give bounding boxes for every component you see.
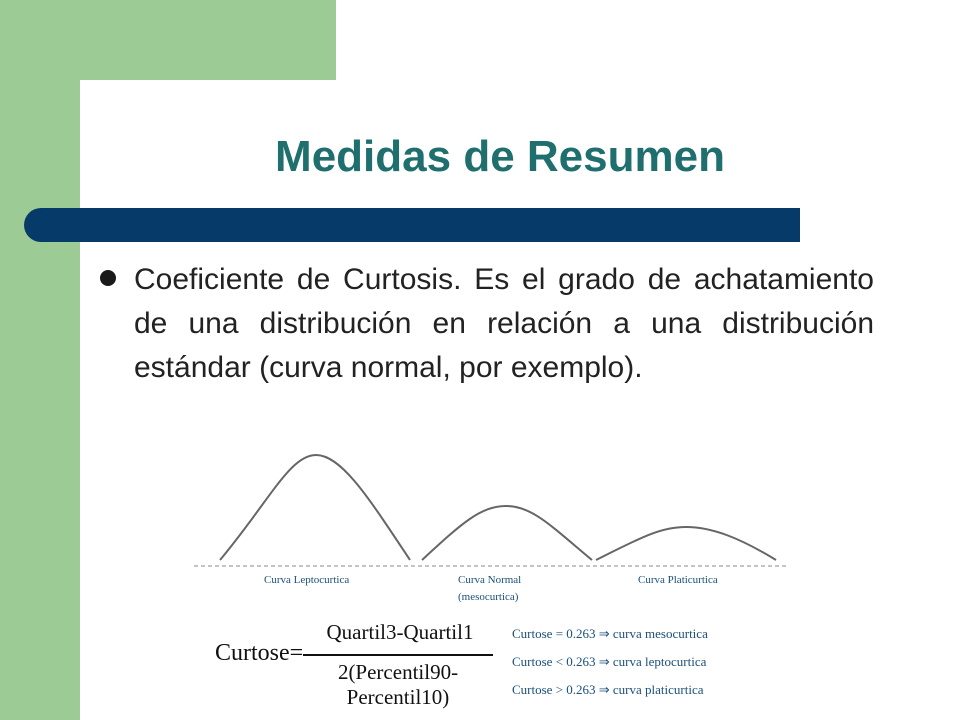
kurtosis-curves-figure [180,440,800,615]
slide-title: Medidas de Resumen [275,132,725,181]
rounded-corner [80,80,140,140]
title-underline-bar [24,208,800,242]
bullet-text: Coeficiente de Curtosis. Es el grado de achatamiento de una distribución en relación a una distribución estándar (curva normal, por exemplo). [134,263,874,384]
formula-numerator: Quartil3-Quartil1 [326,620,474,644]
formula-lhs: Curtose= [215,640,304,666]
kurtosis-rules [512,624,812,708]
formula-denominator: 2(Percentil90-Percentil10) [337,660,459,709]
platykurtic-curve [596,527,776,560]
label-mesocurtica: (mesocurtica) [458,591,519,603]
rule-platicurtica: Curtose > 0.263 ⇒ curva platicurtica [512,682,704,697]
mesokurtic-curve [422,506,592,560]
label-leptocurtica: Curva Leptocurtica [264,574,350,586]
bullet-icon [100,270,116,286]
leptokurtic-curve [220,455,410,560]
label-platicurtica: Curva Platicurtica [638,574,718,586]
left-green-band [0,0,80,720]
kurtosis-formula [215,620,505,709]
rule-leptocurtica: Curtose < 0.263 ⇒ curva leptocurtica [512,654,707,669]
label-curva-normal: Curva Normal [458,574,522,586]
top-green-band [0,0,336,80]
rule-mesocurtica: Curtose = 0.263 ⇒ curva mesocurtica [512,626,708,641]
fraction-bar [303,654,493,656]
